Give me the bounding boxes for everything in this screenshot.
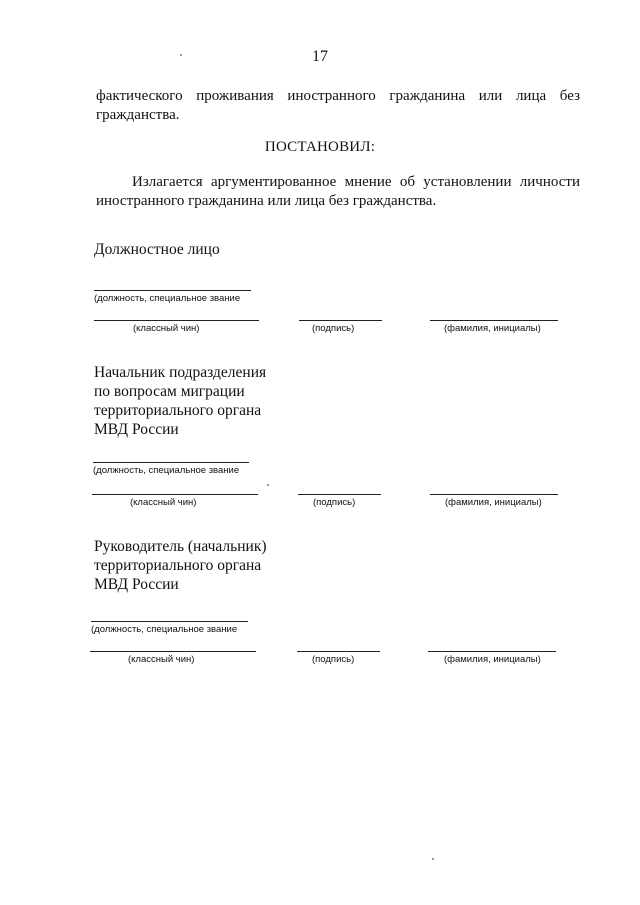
statement-line-2: иностранного гражданина или лица без гражданства. (96, 193, 437, 209)
signature-caption: (подпись) (312, 654, 355, 665)
signature-line (299, 320, 382, 321)
name-caption: (фамилия, инициалы) (445, 497, 542, 508)
title-line: Должностное лицо (94, 241, 220, 258)
title-line: МВД России (94, 576, 179, 593)
title-line: Начальник подразделения (94, 364, 267, 381)
intro-line-1: фактического проживания иностранного гражданина или лица без (96, 88, 580, 104)
signatory-title-official (94, 240, 220, 259)
signature-caption: (подпись) (312, 323, 355, 334)
class-rank-line (90, 651, 256, 652)
statement-line-1: Излагается аргументированное мнение об установлении личности (132, 174, 580, 190)
title-line: МВД России (94, 421, 179, 438)
name-line (430, 320, 558, 321)
class-rank-line (92, 494, 258, 495)
signature-caption: (подпись) (313, 497, 356, 508)
class-rank-caption: (классный чин) (128, 654, 195, 665)
name-line (430, 494, 558, 495)
class-rank-line (94, 320, 259, 321)
class-rank-caption: (классный чин) (130, 497, 197, 508)
position-caption: (должность, специальное звание (91, 624, 238, 635)
statement-paragraph (96, 173, 580, 211)
position-line (91, 621, 248, 622)
intro-paragraph (96, 87, 580, 125)
scan-speck (267, 484, 269, 486)
signatory-title-territorial-head (94, 537, 267, 594)
scan-speck (432, 858, 434, 860)
signature-line (298, 494, 381, 495)
decision-heading: ПОСТАНОВИЛ: (264, 139, 376, 155)
signature-line (297, 651, 380, 652)
name-line (428, 651, 556, 652)
scan-speck (180, 54, 182, 56)
class-rank-caption: (классный чин) (133, 323, 200, 334)
intro-line-2: гражданства. (96, 107, 180, 123)
position-line (94, 290, 251, 291)
title-line: территориального органа (94, 402, 262, 419)
position-caption: (должность, специальное звание (93, 465, 240, 476)
title-line: по вопросам миграции (94, 383, 245, 400)
signatory-title-migration-head (94, 363, 266, 439)
title-line: территориального органа (94, 557, 262, 574)
title-line: Руководитель (начальник) (94, 538, 267, 555)
position-caption: (должность, специальное звание (94, 293, 241, 304)
name-caption: (фамилия, инициалы) (444, 654, 541, 665)
page-number: 17 (312, 48, 328, 65)
name-caption: (фамилия, инициалы) (444, 323, 541, 334)
position-line (93, 462, 249, 463)
